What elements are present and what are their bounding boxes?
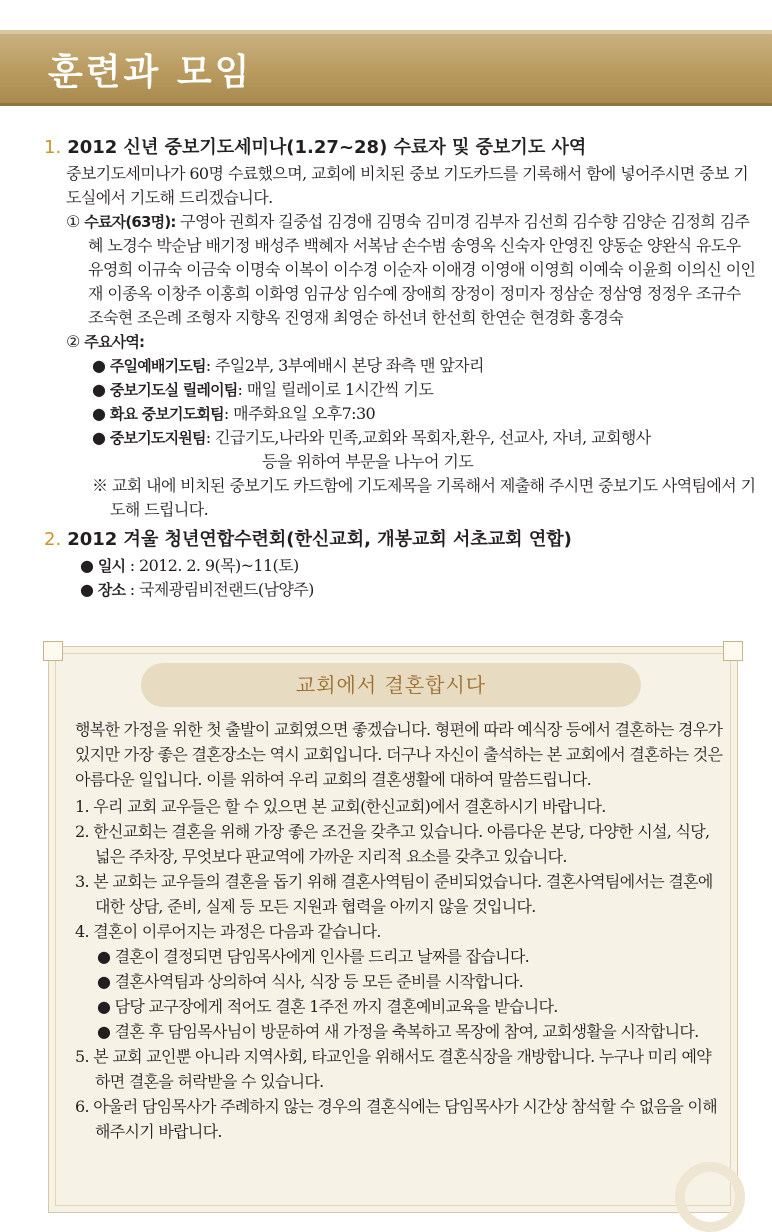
- corner-ornament: [43, 641, 63, 661]
- ministry-name: 화요 중보기도회팀: [109, 405, 224, 423]
- section2-title-text: 2012 겨울 청년연합수련회(한신교회, 개봉교회 서초교회 연합): [67, 529, 572, 550]
- process-text: 담당 교구장에게 적어도 결혼 1주전 까지 결혼예비교육을 받습니다.: [114, 997, 558, 1016]
- item-text: 결혼이 이루어지는 과정은 다음과 같습니다.: [93, 922, 381, 941]
- process-text: 결혼이 결정되면 담임목사에게 인사를 드리고 날짜를 잡습니다.: [114, 947, 530, 966]
- ministry-desc-continued: 등을 위하여 부문을 나누어 기도: [262, 452, 474, 471]
- process-step: ● 결혼 후 담임목사님이 방문하여 새 가정을 축복하고 목장에 참여, 교회생활을 시작합니다.: [97, 1022, 699, 1041]
- item-number: 2.: [75, 822, 89, 841]
- retreat-place: ● 장소 : 국제광림비전랜드(남양주): [80, 580, 314, 599]
- ministry-name: 주일예배기도팀: [109, 357, 206, 375]
- decorative-swirl: [675, 1162, 745, 1232]
- wedding-intro: 행복한 가정을 위한 첫 출발이 교회였으면 좋겠습니다. 형편에 따라 예식장 등에서 결혼하는 경우가 있지만 가장 좋은 결혼장소는 역시 교회입니다. 더구나 자신이 출석하는 본 교회에서 결혼하는 것은 아름다운 일입니다. 이를 위하여 우리 교회의 결혼생활에 대하여 말씀드립니다.: [75, 720, 723, 789]
- item-number: 6.: [75, 1097, 89, 1116]
- ministries-label: 주요사역:: [84, 333, 145, 351]
- ministries-list: [92, 354, 756, 474]
- ministry-name: 중보기도지원팀: [109, 429, 206, 447]
- ministry-item: ● 주일예배기도팀: 주일2부, 3부예배시 본당 좌측 맨 앞자리: [92, 356, 484, 375]
- item-number: 1.: [75, 797, 89, 816]
- item-text: 우리 교회 교우들은 할 수 있으면 본 교회(한신교회)에서 결혼하시기 바랍니다.: [93, 797, 606, 816]
- section2-title: [44, 526, 756, 554]
- section-banner: [0, 30, 772, 106]
- wedding-item: [75, 819, 725, 869]
- wedding-box: [48, 646, 738, 1213]
- item-text: 한신교회는 결혼을 위해 가장 좋은 조건을 갖추고 있습니다. 아름다운 본당, 다양한 시설, 식당, 넓은 주차장, 무엇보다 판교역에 가까운 지리적 요소를 갖추고 있습니다.: [93, 822, 710, 866]
- ministry-desc: : 주일2부, 3부예배시 본당 좌측 맨 앞자리: [205, 356, 484, 375]
- section1-title: [44, 134, 756, 162]
- retreat-details: [80, 554, 756, 602]
- process-text: 결혼사역팀과 상의하여 식사, 식장 등 모든 준비를 시작합니다.: [114, 972, 524, 991]
- item-number: 5.: [75, 1047, 89, 1066]
- graduates-marker: ①: [66, 212, 80, 231]
- process-step: ● 결혼이 결정되면 담임목사에게 인사를 드리고 날짜를 잡습니다.: [97, 947, 530, 966]
- process-step: ● 결혼사역팀과 상의하여 식사, 식장 등 모든 준비를 시작합니다.: [97, 972, 524, 991]
- wedding-item: [75, 869, 725, 919]
- ministries-heading: [66, 330, 756, 354]
- item-text: 아울러 담임목사가 주례하지 않는 경우의 결혼식에는 담임목사가 시간상 참석할 수 없음을 이해해주시기 바랍니다.: [93, 1097, 717, 1141]
- wedding-item: [75, 1094, 725, 1144]
- section1-intro: 중보기도세미나가 60명 수료했으며, 교회에 비치된 중보 기도카드를 기록해서 함에 넣어주시면 중보 기도실에서 기도해 드리겠습니다.: [66, 164, 749, 207]
- wedding-item: [75, 919, 725, 944]
- ministry-desc: : 매일 릴레이로 1시간씩 기도: [237, 380, 434, 399]
- process-step: ● 담당 교구장에게 적어도 결혼 1주전 까지 결혼예비교육을 받습니다.: [97, 997, 558, 1016]
- wedding-process-list: [97, 944, 725, 1044]
- graduates-label: 수료자(63명):: [84, 213, 176, 231]
- item-text: 본 교회는 교우들의 결혼을 돕기 위해 결혼사역팀이 준비되었습니다. 결혼사역팀에서는 결혼에 대한 상담, 준비, 실제 등 모든 지원과 협력을 아끼지 않을 것입니다.: [93, 872, 713, 916]
- ministries-marker: ②: [66, 332, 80, 351]
- section1-number: 1.: [44, 137, 62, 158]
- place-value: : 국제광림비전랜드(남양주): [129, 580, 314, 599]
- section2-number: 2.: [44, 529, 62, 550]
- ministry-desc: : 매주화요일 오후7:30: [223, 404, 376, 423]
- item-number: 3.: [75, 872, 89, 891]
- training-content: [44, 134, 756, 602]
- graduates-names: 구영아 권희자 길중섭 김경애 김명숙 김미경 김부자 김선희 김수향 김양순 김정희 김주혜 노경수 박순남 배기정 배성주 백혜자 서복남 손수범 송영옥 신숙자 안영진 양동순 양완식 유도우 유영희 이규숙 이금숙 이명숙 이복이 이수경 이순자 이애경 이영애 이영희 이예숙 이윤희 이의신 이인재 이종옥 이창주 이홍희 이화영 임규상 임수예 장애희 장정이 정미자 정삼순 정삼영 정정우 조규수 조숙현 조은례 조형자 지향옥 진영재 최영순 하선녀 한선희 한연순 현경화 홍경숙: [88, 212, 756, 327]
- prayer-card-note: ※ 교회 내에 비치된 중보기도 카드함에 기도제목을 기록해서 제출해 주시면 중보기도 사역팀에서 기도해 드립니다.: [92, 476, 756, 519]
- graduates-list: [66, 210, 756, 330]
- ministry-item: ● 화요 중보기도회팀: 매주화요일 오후7:30: [92, 404, 376, 423]
- wedding-item: [75, 1044, 725, 1094]
- date-label: 일시: [97, 557, 126, 575]
- process-text: 결혼 후 담임목사님이 방문하여 새 가정을 축복하고 목장에 참여, 교회생활을 시작합니다.: [114, 1022, 699, 1041]
- item-number: 4.: [75, 922, 89, 941]
- wedding-title: 교회에서 결혼합시다: [141, 663, 641, 707]
- section1-title-text: 2012 신년 중보기도세미나(1.27~28) 수료자 및 중보기도 사역: [67, 137, 587, 158]
- item-text: 본 교회 교인뿐 아니라 지역사회, 타교인을 위해서도 결혼식장을 개방합니다. 누구나 미리 예약하면 결혼을 허락받을 수 있습니다.: [93, 1047, 712, 1091]
- page-title: 훈련과 모임: [48, 52, 253, 93]
- corner-ornament: [723, 641, 743, 661]
- ministry-desc: : 긴급기도,나라와 민족,교회와 목회자,환우, 선교사, 자녀, 교회행사: [205, 428, 651, 447]
- retreat-date: ● 일시 : 2012. 2. 9(목)~11(토): [80, 556, 299, 575]
- ministry-item: ● 중보기도실 릴레이팀: 매일 릴레이로 1시간씩 기도: [92, 380, 434, 399]
- date-value: : 2012. 2. 9(목)~11(토): [129, 556, 299, 575]
- ministry-name: 중보기도실 릴레이팀: [109, 381, 238, 399]
- wedding-body: [75, 717, 725, 1144]
- wedding-item: [75, 794, 725, 819]
- ministry-item: ● 중보기도지원팀: 긴급기도,나라와 민족,교회와 목회자,환우, 선교사, 자녀, 교회행사: [92, 428, 651, 447]
- place-label: 장소: [97, 581, 126, 599]
